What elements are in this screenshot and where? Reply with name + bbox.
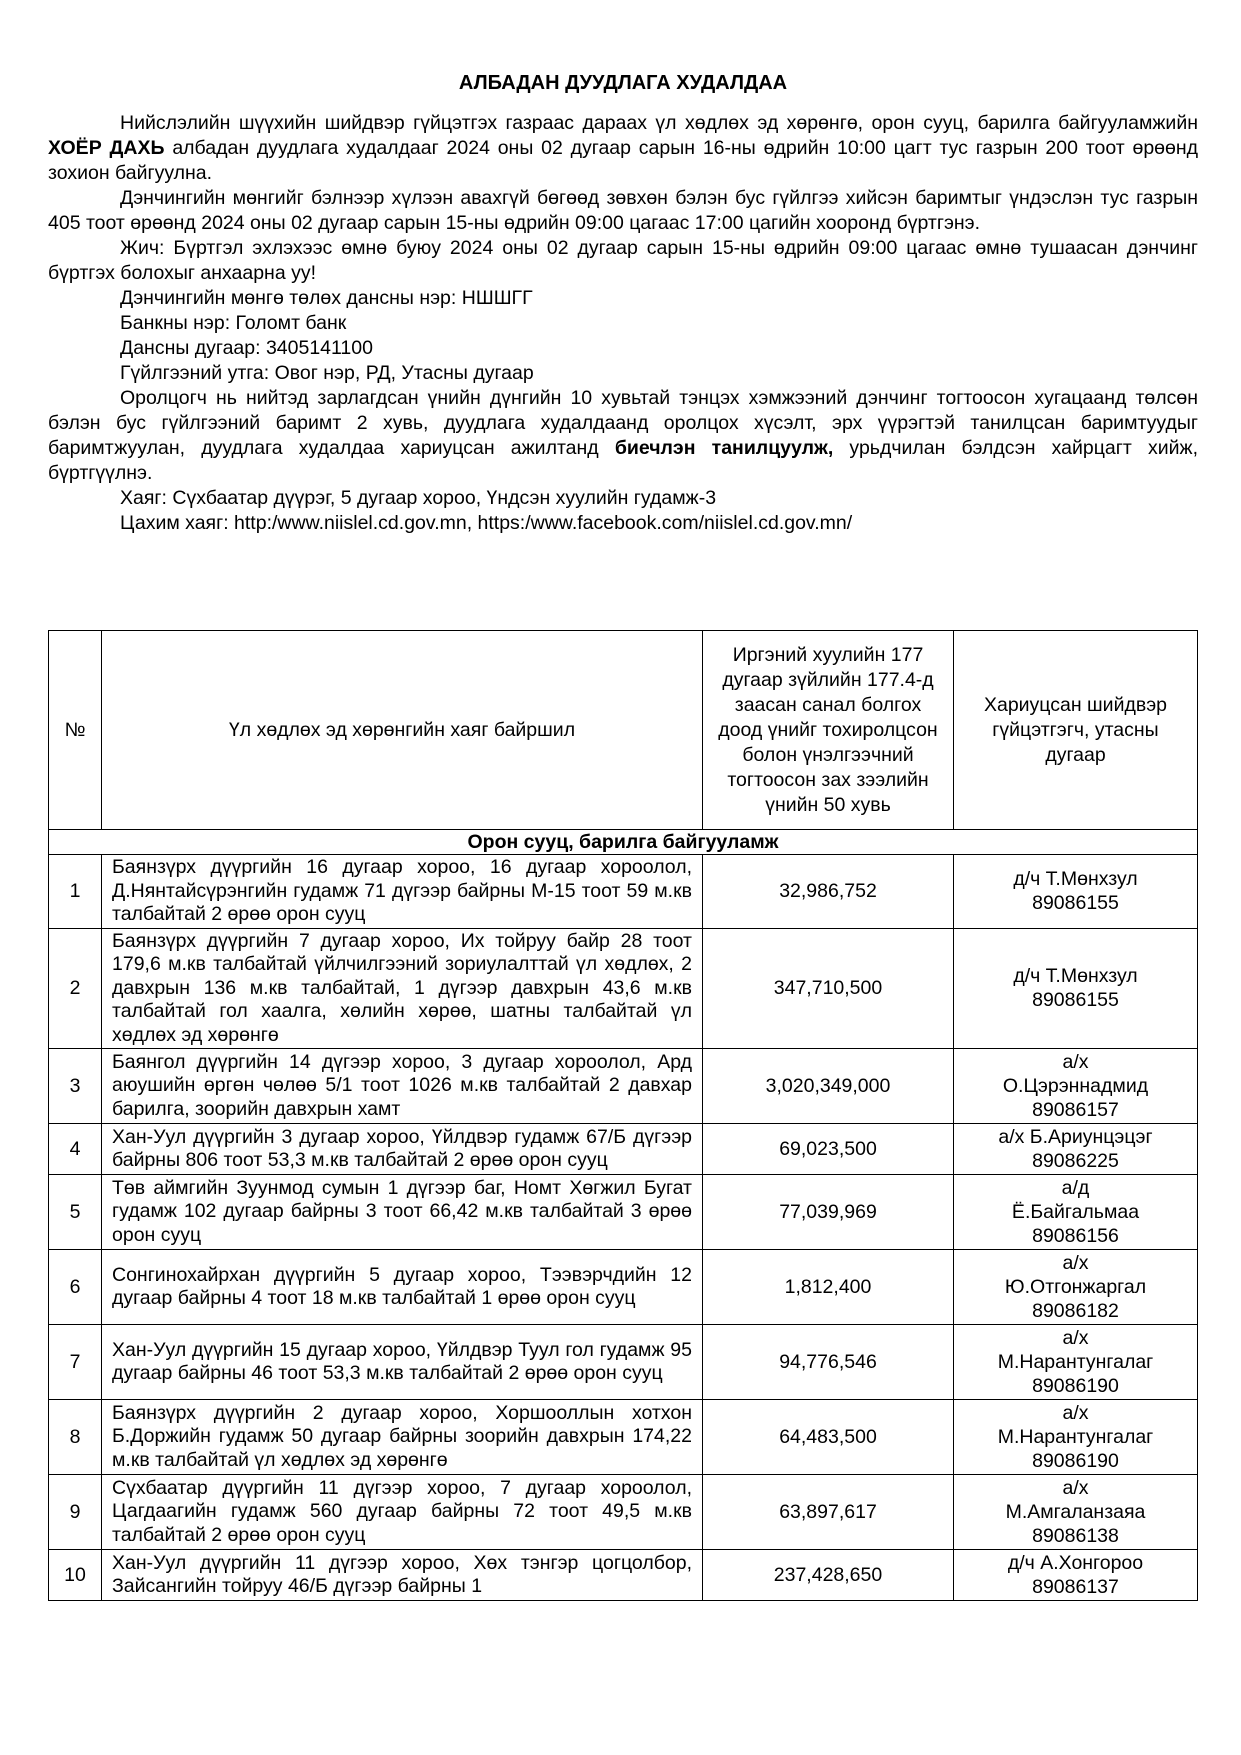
contact-line: 89086156 — [1032, 1225, 1119, 1247]
row-address: Сүхбаатар дүүргийн 11 дүгээр хороо, 7 дугаар хороолол, Цагдаагийн гудамж 560 дугаар байрны 72 тоот 49,5 м.кв талбайтай 2 өрөө орон сууц — [102, 1475, 703, 1550]
contact-line: 89086157 — [1032, 1099, 1119, 1121]
table-header-row — [49, 631, 1198, 830]
row-address: Баянзүрх дүүргийн 2 дугаар хороо, Хоршооллын хотхон Б.Доржийн гудамж 50 дугаар байрны зоорийн давхрын 174,22 м.кв талбайтай үл хөдлөх эд хөрөнгө — [102, 1400, 703, 1475]
section-title: Орон сууц, барилга байгууламж — [49, 830, 1198, 855]
row-price: 77,039,969 — [703, 1175, 954, 1250]
contact-line: а/х — [1062, 1051, 1089, 1073]
contact-line: а/х Б.Ариунцэцэг — [998, 1126, 1153, 1148]
row-contact — [954, 1049, 1198, 1124]
contact-line: д/ч Т.Мөнхзул — [1013, 965, 1138, 988]
row-price: 237,428,650 — [703, 1550, 954, 1601]
contact-line: д/ч А.Хонгороо — [1007, 1552, 1144, 1574]
contact-line: 89086138 — [1032, 1525, 1119, 1547]
participant-text-1: Оролцогч нь нийтэд зарлагдсан үнийн дүнгийн 10 хувьтай тэнцэх хэмжээний дэнчинг тогтоосон хугацаанд төлсөн бэлэн бус гүйлгээний баримт 2 хувь, дуудлага худалдаанд оролцох хүсэлт, эрх үүрэгтэй танилцсан баримтуудыг баримтжуулан, дуудлага худалдаа хариуцсан ажилтанд — [48, 387, 1198, 459]
row-number: 4 — [49, 1124, 102, 1175]
contact-line: Ю.Отгонжаргал — [1004, 1276, 1147, 1298]
table-row — [49, 1250, 1198, 1325]
transfer-note: Гүйлгээний утга: Овог нэр, РД, Утасны дугаар — [120, 362, 534, 384]
intro-text-1: Нийслэлийн шүүхийн шийдвэр гүйцэтгэх газраас дараах үл хөдлөх эд хөрөнгө, орон сууц, барилга байгууламжийн — [120, 112, 1198, 134]
contact-line: 89086225 — [1032, 1150, 1119, 1172]
contact-line: О.Цэрэннадмид — [1002, 1075, 1149, 1097]
row-price: 347,710,500 — [703, 928, 954, 1049]
header-address: Үл хөдлөх эд хөрөнгийн хаяг байршил — [102, 631, 703, 830]
intro-paragraph — [48, 111, 1198, 186]
row-contact — [954, 1124, 1198, 1175]
auction-table — [48, 630, 1198, 1601]
row-address: Төв аймгийн Зуунмод сумын 1 дүгээр баг, Номт Хөгжил Бугат гудамж 102 дугаар байрны 3 тоот 66,42 м.кв талбайтай 3 өрөө орон сууц — [102, 1175, 703, 1250]
row-contact — [954, 928, 1198, 1049]
document-body — [48, 60, 1198, 536]
row-contact — [954, 1325, 1198, 1400]
row-contact — [954, 1175, 1198, 1250]
row-price: 1,812,400 — [703, 1250, 954, 1325]
contact-line: М.Нарантунгалаг — [997, 1351, 1154, 1373]
row-price: 64,483,500 — [703, 1400, 954, 1475]
table-row — [49, 928, 1198, 1049]
intro-bold: ХОЁР ДАХЬ — [48, 137, 165, 159]
contact-line: Ё.Байгальмаа — [1011, 1201, 1140, 1223]
header-no: № — [49, 631, 102, 830]
table-row — [49, 855, 1198, 929]
table-row — [49, 1124, 1198, 1175]
row-number: 1 — [49, 855, 102, 929]
row-number: 3 — [49, 1049, 102, 1124]
row-number: 2 — [49, 928, 102, 1049]
web-address: Цахим хаяг: http:/www.niislel.cd.gov.mn, https:/www.facebook.com/niislel.cd.gov.mn/ — [120, 512, 853, 534]
row-contact — [954, 1400, 1198, 1475]
participant-paragraph — [48, 386, 1198, 486]
contact-line: М.Амгаланзаяа — [1005, 1501, 1146, 1523]
row-address: Хан-Уул дүүргийн 11 дүгээр хороо, Хөх тэнгэр цогцолбор, Зайсангийн тойруу 46/Б дүгээр байрны 1 — [102, 1550, 703, 1601]
account-name: Дэнчингийн мөнгө төлөх дансны нэр: НШШГГ — [120, 287, 533, 309]
row-price: 63,897,617 — [703, 1475, 954, 1550]
contact-line: а/х — [1062, 1402, 1089, 1424]
row-contact — [954, 1475, 1198, 1550]
row-address: Баянзүрх дүүргийн 7 дугаар хороо, Их тойруу байр 28 тоот 179,6 м.кв талбайтай үйлчилгээний зориулалттай үл хөдлөх, 2 давхрын 136 м.кв талбайтай, 1 дүгээр давхрын 43,6 м.кв талбайтай гол хаалга, хөлийн хөрөө, шатны талбайтай үл хөдлөх эд хөрөнгө — [102, 928, 703, 1049]
contact-line: 89086182 — [1032, 1300, 1119, 1322]
row-address: Хан-Уул дүүргийн 15 дугаар хороо, Үйлдвэр Туул гол гудамж 95 дугаар байрны 46 тоот 53,3 м.кв талбайтай 2 өрөө орон сууц — [102, 1325, 703, 1400]
table-row — [49, 1550, 1198, 1601]
office-address: Хаяг: Сүхбаатар дүүрэг, 5 дугаар хороо, Үндсэн хуулийн гудамж-3 — [120, 487, 717, 509]
row-price: 32,986,752 — [703, 855, 954, 929]
row-price: 94,776,546 — [703, 1325, 954, 1400]
row-price: 3,020,349,000 — [703, 1049, 954, 1124]
table-row — [49, 1400, 1198, 1475]
row-price: 69,023,500 — [703, 1124, 954, 1175]
row-number: 9 — [49, 1475, 102, 1550]
contact-line: 89086155 — [1032, 892, 1119, 915]
document-title: АЛБАДАН ДУУДЛАГА ХУДАЛДАА — [458, 72, 788, 94]
row-address: Хан-Уул дүүргийн 3 дугаар хороо, Үйлдвэр гудамж 67/Б дүгээр байрны 806 тоот 53,3 м.кв талбайтай 2 өрөө орон сууц — [102, 1124, 703, 1175]
header-contact: Хариуцсан шийдвэр гүйцэтгэгч, утасны дугаар — [954, 631, 1198, 830]
section-row — [49, 830, 1198, 855]
row-address: Баянгол дүүргийн 14 дүгээр хороо, 3 дугаар хороолол, Ард аюушийн өргөн чөлөө 5/1 тоот 1026 м.кв талбайтай 2 давхар барилга, зоорийн давхрын хамт — [102, 1049, 703, 1124]
row-address: Баянзүрх дүүргийн 16 дугаар хороо, 16 дугаар хороолол, Д.Нянтайсүрэнгийн гудамж 71 дүгээр байрны М-15 тоот 59 м.кв талбайтай 2 өрөө орон сууц — [102, 855, 703, 929]
contact-line: 89086155 — [1032, 989, 1119, 1012]
row-address: Сонгинохайрхан дүүргийн 5 дугаар хороо, Тээвэрчдийн 12 дугаар байрны 4 тоот 18 м.кв талбайтай 1 өрөө орон сууц — [102, 1250, 703, 1325]
header-price: Иргэний хуулийн 177 дугаар зүйлийн 177.4-д заасан санал болгох доод үнийг тохиролцсон болон үнэлгээчний тогтоосон зах зээлийн үнийн 50 хувь — [703, 631, 954, 830]
contact-line: а/х — [1062, 1477, 1089, 1499]
contact-line: д/ч Т.Мөнхзул — [1013, 868, 1138, 891]
note-paragraph: Жич: Бүртгэл эхлэхээс өмнө буюу 2024 оны 02 дугаар сарын 15-ны өдрийн 09:00 цагаас өмнө тушаасан дэнчинг бүртгэх болохыг анхаарна уу! — [48, 237, 1198, 284]
contact-line: а/х — [1062, 1252, 1089, 1274]
contact-line: 89086190 — [1032, 1375, 1119, 1397]
row-number: 5 — [49, 1175, 102, 1250]
row-number: 8 — [49, 1400, 102, 1475]
row-contact — [954, 1250, 1198, 1325]
table-row — [49, 1325, 1198, 1400]
table-row — [49, 1175, 1198, 1250]
contact-line: а/х — [1062, 1327, 1089, 1349]
table-row — [49, 1049, 1198, 1124]
contact-line: М.Нарантунгалаг — [997, 1426, 1154, 1448]
deposit-paragraph: Дэнчингийн мөнгийг бэлнээр хүлээн авахгүй бөгөөд зөвхөн бэлэн бус гүйлгээ хийсэн баримтыг үндэслэн тус газрын 405 тоот өрөөнд 2024 оны 02 дугаар сарын 15-ны өдрийн 09:00 цагаас 17:00 цагийн хооронд бүртгэнэ. — [48, 187, 1198, 234]
contact-line: 89086137 — [1032, 1576, 1119, 1598]
row-contact — [954, 855, 1198, 929]
contact-line: а/д — [1061, 1177, 1090, 1199]
participant-text-2: урьдчилан бэлдсэн хайрцагт хийж, бүртгүүлнэ. — [48, 437, 1198, 484]
intro-text-2: албадан дуудлага худалдааг 2024 оны 02 дугаар сарын 16-ны өдрийн 10:00 цагт тус газрын 200 тоот өрөөнд зохион байгуулна. — [48, 137, 1198, 184]
row-number: 7 — [49, 1325, 102, 1400]
bank-name: Банкны нэр: Голомт банк — [120, 312, 347, 334]
row-contact — [954, 1550, 1198, 1601]
row-number: 6 — [49, 1250, 102, 1325]
table-row — [49, 1475, 1198, 1550]
account-number: Дансны дугаар: 3405141100 — [120, 337, 373, 359]
participant-bold: биечлэн танилцуулж, — [614, 437, 834, 459]
contact-line: 89086190 — [1032, 1450, 1119, 1472]
row-number: 10 — [49, 1550, 102, 1601]
